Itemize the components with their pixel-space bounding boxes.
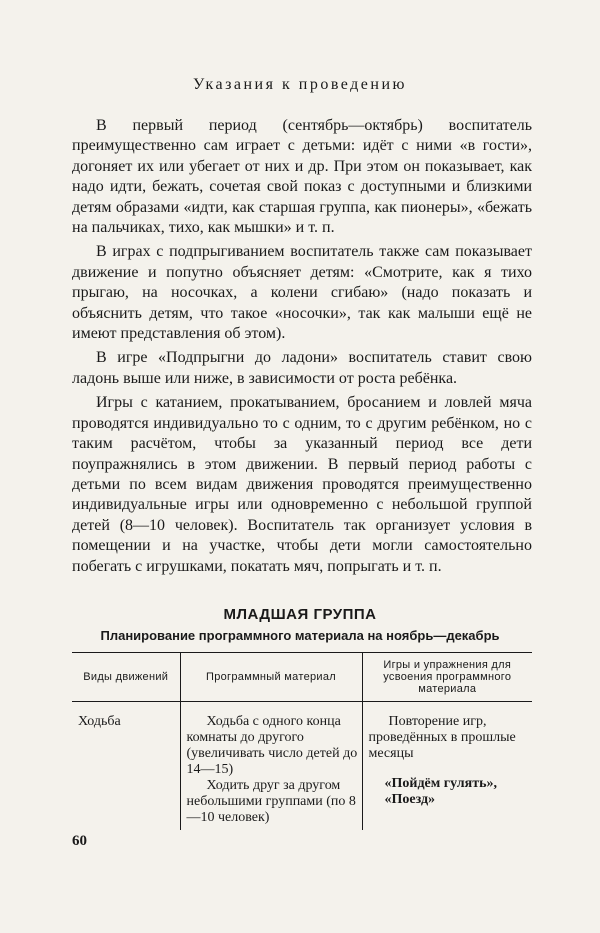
page-number: 60 [72,833,87,849]
header-games: Игры и упражнения для усвоения программного материала [362,653,532,702]
cell-movement-kind: Ходьба [78,714,121,729]
table-caption: Планирование программного материала на ноябрь—декабрь [100,628,500,643]
cell-games [362,702,532,831]
material-item: Ходить друг за другом небольшими группами (по 8—10 человек) [186,778,356,825]
header-program-material: Программный материал [180,653,362,702]
paragraph: В игре «Подпрыгни до ладони» воспитатель ставит свою ладонь выше или ниже, в зависимости от роста ребёнка. [72,349,532,387]
material-item: Ходьба с одного конца комнаты до другого (увеличивать число детей до 14—15) [186,714,358,777]
paragraph: В первый период (сентябрь—октябрь) воспитатель преимущественно сам играет с детьми: идёт с ними «в гости», догоняет их или убегает от них и др. При этом он показывает, как надо идти, бежать, сочетая свой показ с доступными и близкими детям образами «идти, как старшая группа, как пионеры», «бежать на пальчиках, тихо, как мышки» и т. п. [72,117,532,237]
table-row [72,702,532,831]
section-heading: Указания к проведению [193,76,407,93]
table-header-row [72,653,532,702]
planning-table [72,652,532,830]
group-title: МЛАДШАЯ ГРУППА [223,606,377,623]
paragraph: В играх с подпрыгиванием воспитатель также сам показывает движение и попутно объясняет детям: «Смотрите, как я тихо прыгаю, на носочках, а колени сгибаю» (надо показать и объяснить детям, что такое «носочки», так как малыши ещё не имеют представления об этом). [72,243,532,343]
body-text [72,116,532,581]
games-item-bold: «Пойдём гулять», «Поезд» [384,776,498,807]
header-movement-types: Виды движений [72,653,180,702]
paragraph: Игры с катанием, прокатыванием, бросанием и ловлей мяча проводятся индивидуально то с одним, то с другим ребёнком, но с таким расчётом, чтобы за указанный период все дети поупражнялись в этом движении. В первый период работы с детьми по всем видам движения проводятся преимущественно индивидуальные игры или одновременно с небольшой группой детей (8—10 человек). Воспитатель так организует условия в помещении и на участке, чтобы дети могли самостоятельно побегать с игрушками, покатать мяч, попрыгать и т. п. [72,394,532,575]
cell-program-material [180,702,362,831]
games-item: Повторение игр, проведённых в прошлые месяцы [368,714,516,761]
